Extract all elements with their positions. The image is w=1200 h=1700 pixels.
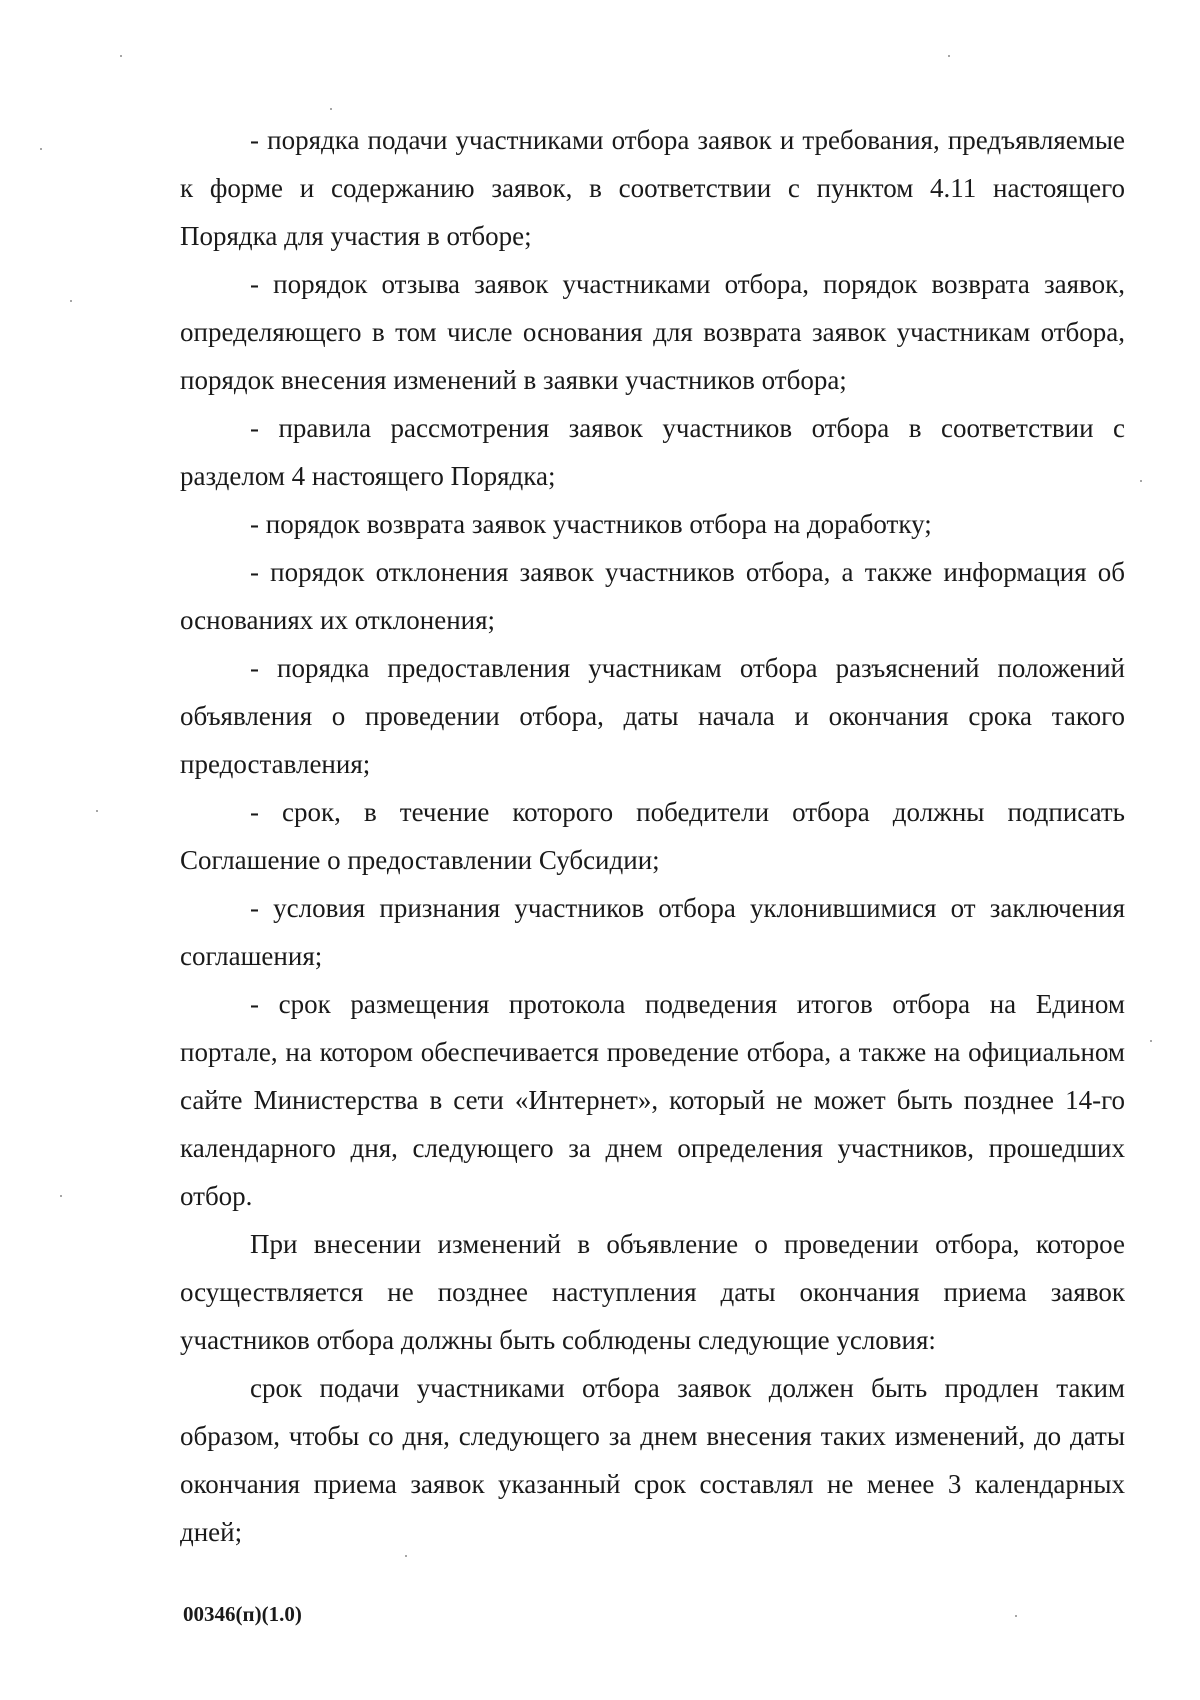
scan-speck [1015, 1615, 1017, 1617]
paragraph-rejection: - порядок отклонения заявок участников отбора, а также информация об основаниях их отклонения; [180, 557, 1125, 635]
paragraph-application-submission: - порядка подачи участниками отбора заявок и требования, предъявляемые к форме и содержанию заявок, в соответствии с пунктом 4.11 настоящего Порядка для участия в отборе; [180, 125, 1125, 251]
scan-speck [1140, 480, 1142, 482]
paragraph-clarifications: - порядка предоставления участникам отбора разъяснений положений объявления о проведении отбора, даты начала и окончания срока такого предоставления; [180, 653, 1125, 779]
scan-speck [330, 108, 332, 110]
scan-speck [40, 148, 42, 150]
paragraph-review-rules: - правила рассмотрения заявок участников отбора в соответствии с разделом 4 настоящего Порядка; [180, 413, 1125, 491]
document-body [180, 116, 1125, 1556]
paragraph-return-for-revision: - порядок возврата заявок участников отбора на доработку; [250, 509, 932, 539]
scan-speck [96, 810, 98, 812]
document-code: 00346(п)(1.0) [183, 1602, 302, 1626]
paragraph-application-withdrawal: - порядок отзыва заявок участниками отбора, порядок возврата заявок, определяющего в том числе основания для возврата заявок участникам отбора, порядок внесения изменений в заявки участников отбора; [180, 269, 1125, 395]
paragraph-evasion-conditions: - условия признания участников отбора уклонившимися от заключения соглашения; [180, 893, 1125, 971]
scan-speck [1150, 1040, 1152, 1042]
scan-speck [405, 1555, 407, 1557]
scan-speck [60, 1195, 62, 1197]
scan-speck [948, 55, 950, 57]
paragraph-deadline-extension: срок подачи участниками отбора заявок должен быть продлен таким образом, чтобы со дня, следующего за днем внесения таких изменений, до даты окончания приема заявок указанный срок составлял не менее 3 календарных дней; [180, 1373, 1125, 1547]
paragraph-signing-term: - срок, в течение которого победители отбора должны подписать Соглашение о предоставлении Субсидии; [180, 797, 1125, 875]
scan-speck [70, 300, 72, 302]
scan-speck [120, 55, 122, 57]
paragraph-protocol-publication: - срок размещения протокола подведения итогов отбора на Едином портале, на котором обеспечивается проведение отбора, а также на официальном сайте Министерства в сети «Интернет», который не может быть позднее 14-го календарного дня, следующего за днем определения участников, прошедших отбор. [180, 989, 1125, 1211]
paragraph-announcement-changes: При внесении изменений в объявление о проведении отбора, которое осуществляется не позднее наступления даты окончания приема заявок участников отбора должны быть соблюдены следующие условия: [180, 1229, 1125, 1355]
